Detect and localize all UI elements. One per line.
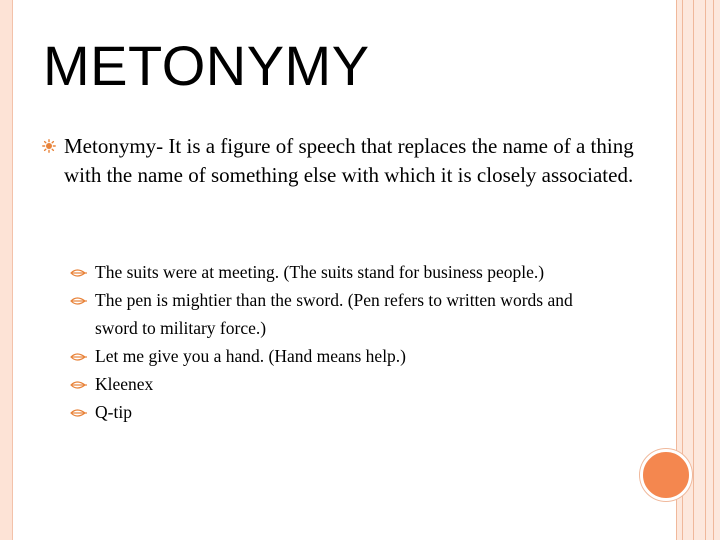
leaf-arrow-bullet-icon [70, 267, 88, 279]
example-text: The suits were at meeting. (The suits stand for business people.) [95, 262, 545, 282]
list-item [40, 398, 580, 426]
example-text: The pen is mightier than the sword. (Pen refers to written words and sword to military force.) [95, 290, 573, 338]
example-text: Let me give you a hand. (Hand means help.) [95, 346, 407, 366]
list-item [40, 286, 580, 342]
leaf-arrow-bullet-icon [70, 295, 88, 307]
right-border-line [713, 0, 714, 540]
example-text: Kleenex [95, 374, 154, 394]
example-text: Q-tip [95, 402, 132, 422]
list-item [40, 342, 580, 370]
decorative-circle [640, 449, 692, 501]
right-border-line [693, 0, 694, 540]
leaf-arrow-bullet-icon [70, 379, 88, 391]
leaf-arrow-bullet-icon [70, 407, 88, 419]
left-border-line [12, 0, 13, 540]
slide-body [40, 132, 660, 190]
list-item [40, 258, 580, 286]
list-item [40, 370, 580, 398]
left-border-band [0, 0, 12, 540]
right-border-line [705, 0, 706, 540]
definition-text: Metonymy- It is a figure of speech that replaces the name of a thing with the name of something else with which it is closely associated. [64, 134, 634, 187]
sun-bullet-icon [42, 139, 56, 153]
leaf-arrow-bullet-icon [70, 351, 88, 363]
definition-bullet [40, 132, 660, 190]
examples-list [40, 258, 580, 426]
slide-title: METONYMY [43, 34, 370, 97]
